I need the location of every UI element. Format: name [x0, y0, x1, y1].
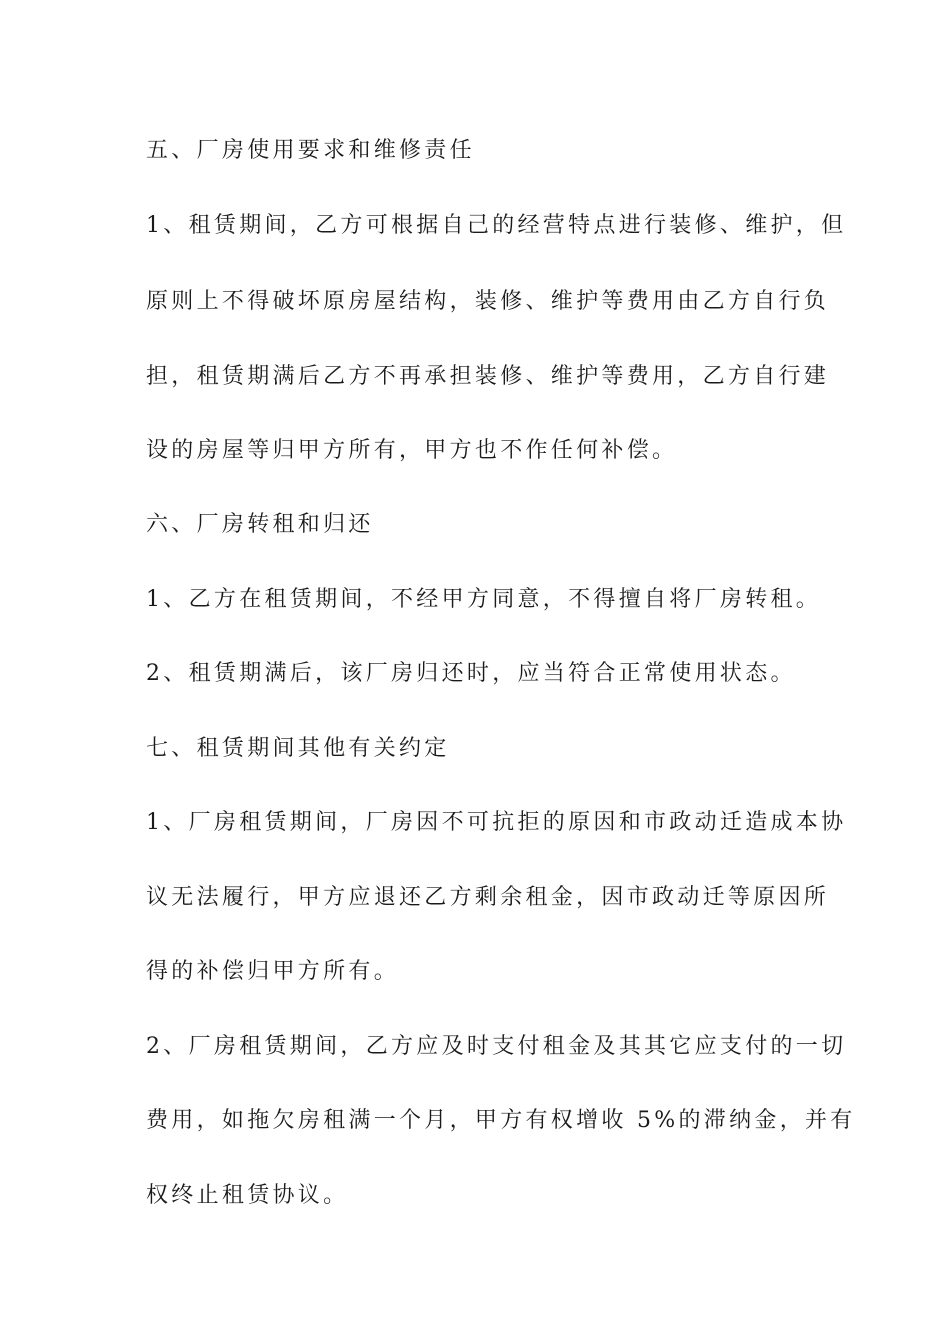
paragraph-line: 得的补偿归甲方所有。 [146, 959, 400, 984]
paragraph-line: 1、厂房租赁期间，厂房因不可抗拒的原因和市政动迁造成本协 [146, 810, 847, 835]
paragraph-line: 费用，如拖欠房租满一个月，甲方有权增收 5%的滞纳金，并有 [146, 1108, 856, 1133]
paragraph-line: 担，租赁期满后乙方不再承担装修、维护等费用，乙方自行建 [146, 364, 830, 389]
paragraph-line: 议无法履行，甲方应退还乙方剩余租金，因市政动迁等原因所 [146, 885, 830, 910]
section-heading-6: 六、厂房转租和归还 [146, 512, 374, 537]
paragraph-line: 设的房屋等归甲方所有，甲方也不作任何补偿。 [146, 438, 678, 463]
paragraph-line: 1、乙方在租赁期间，不经甲方同意，不得擅自将厂房转租。 [146, 587, 822, 612]
section-heading-7: 七、租赁期间其他有关约定 [146, 736, 450, 761]
paragraph-line: 原则上不得破坏原房屋结构，装修、维护等费用由乙方自行负 [146, 289, 830, 314]
paragraph-line: 2、厂房租赁期间，乙方应及时支付租金及其其它应支付的一切 [146, 1034, 847, 1059]
paragraph-line: 2、租赁期满后，该厂房归还时，应当符合正常使用状态。 [146, 661, 796, 686]
section-heading-5: 五、厂房使用要求和维修责任 [146, 138, 475, 163]
paragraph-line: 权终止租赁协议。 [146, 1183, 349, 1208]
paragraph-line: 1、租赁期间，乙方可根据自己的经营特点进行装修、维护，但 [146, 213, 847, 238]
